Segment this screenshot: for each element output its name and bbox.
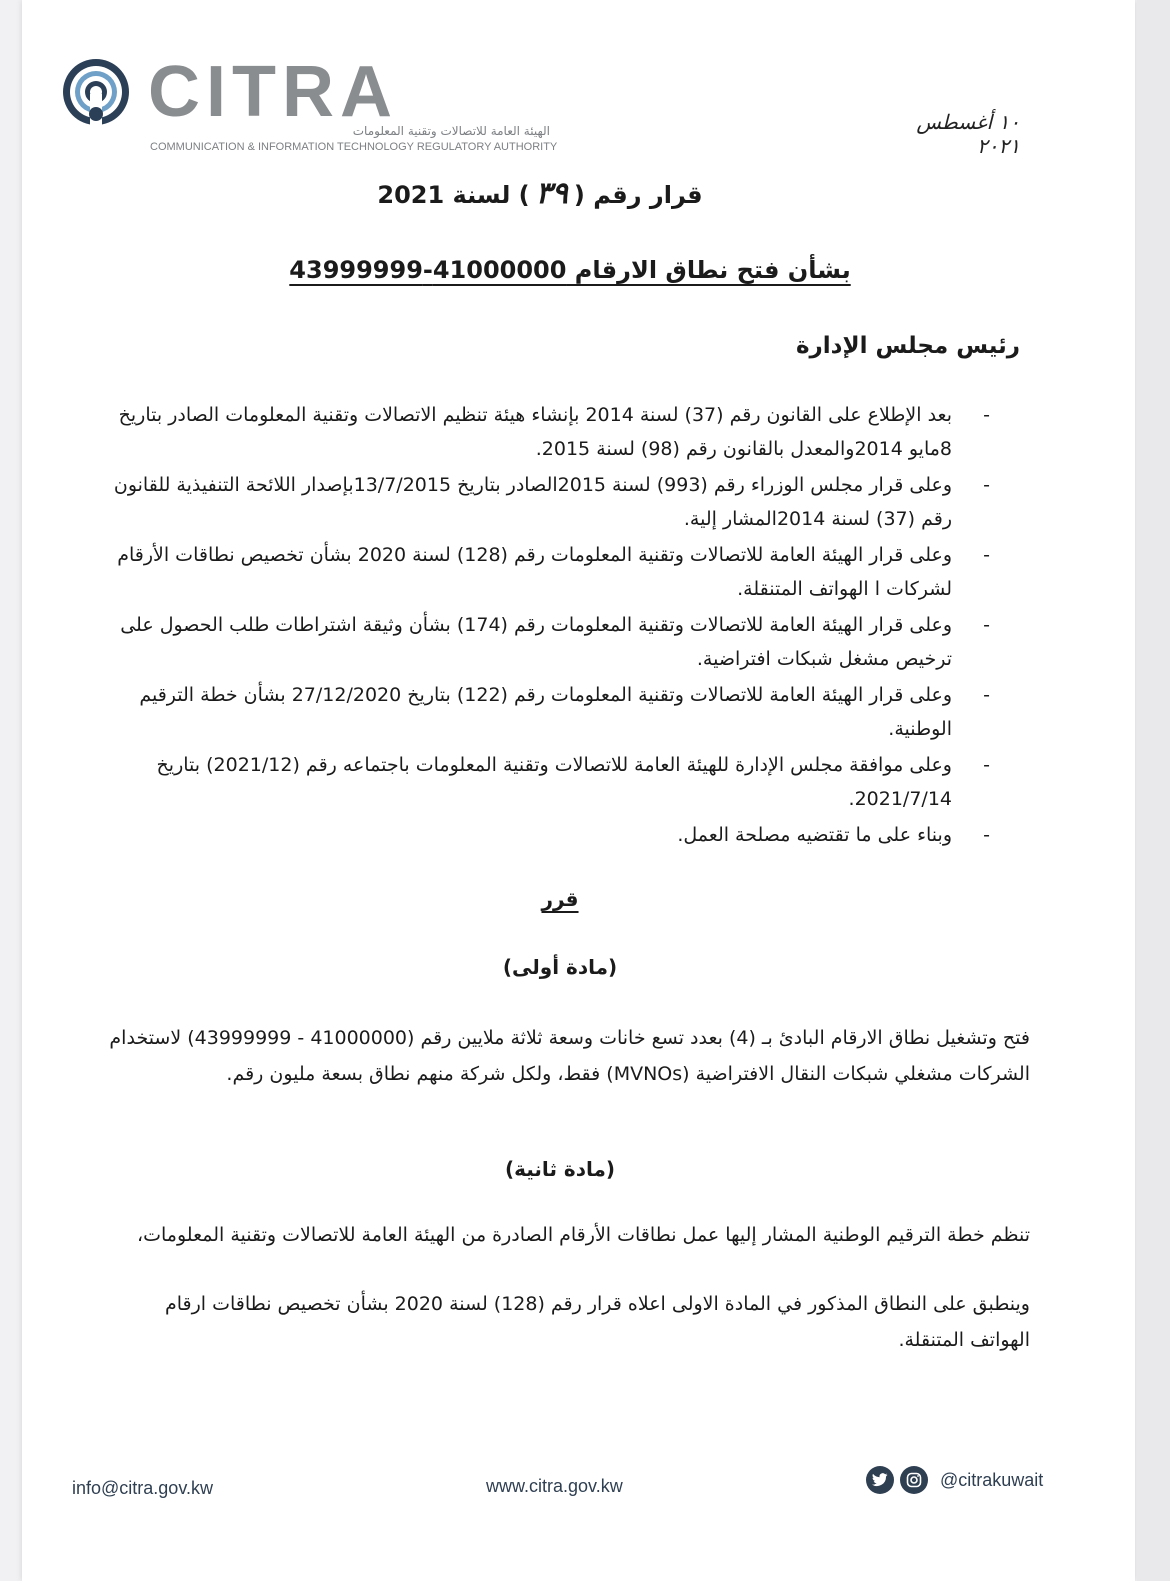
document-date: ١٠ أغسطس ٢٠٢١ bbox=[916, 110, 1020, 158]
decision-subject: بشأن فتح نطاق الارقام 41000000-43999999 bbox=[289, 256, 851, 284]
logo-arabic-name: الهيئة العامة للاتصالات وتقنية المعلومات bbox=[352, 124, 550, 138]
footer-email-link[interactable]: info@citra.gov.kw bbox=[72, 1478, 213, 1498]
decision-title bbox=[360, 176, 720, 211]
list-item: - بعد الإطلاع على القانون رقم (37) لسنة 2014 بإنشاء هيئة تنظيم الاتصالات وتقنية المعلومات الصادر بتاريخ 8مايو 2014والمعدل بالقانون رقم (98) لسنة 2015. bbox=[118, 404, 990, 460]
instagram-icon[interactable] bbox=[900, 1466, 928, 1494]
logo-wordmark: CITRA bbox=[148, 52, 398, 132]
footer-social bbox=[866, 1466, 1043, 1494]
logo-english-name: COMMUNICATION & INFORMATION TECHNOLOGY REGULATORY AUTHORITY bbox=[150, 141, 558, 153]
list-item: - وعلى قرار الهيئة العامة للاتصالات وتقنية المعلومات رقم (128) لسنة 2020 بشأن تخصيص نطاقات الأرقام لشركات ا الهواتف المتنقلة. bbox=[117, 544, 990, 600]
decision-title-suffix: ) لسنة 2021 bbox=[377, 181, 530, 209]
article-2-heading: (مادة ثانية) bbox=[504, 1157, 616, 1181]
decided-heading: قرر bbox=[541, 887, 579, 911]
chairman-heading: رئيس مجلس الإدارة bbox=[795, 333, 1020, 359]
decision-number: ٣٩ bbox=[535, 176, 568, 211]
list-item: - وعلى قرار مجلس الوزراء رقم (993) لسنة 2015الصادر بتاريخ 13/7/2015بإصدار اللائحة التنفيذية للقانون رقم (37) لسنة 2014المشار إلية. bbox=[113, 474, 990, 530]
twitter-icon[interactable] bbox=[866, 1466, 894, 1494]
article-1-heading: (مادة أولى) bbox=[502, 955, 618, 979]
social-handle[interactable]: @citrakuwait bbox=[940, 1469, 1044, 1490]
recitals-list bbox=[110, 398, 990, 854]
article-2-text-2: وينطبق على النطاق المذكور في المادة الاولى اعلاه قرار رقم (128) لسنة 2020 بشأن تخصيص نطاقات ارقام الهواتف المتنقلة. bbox=[164, 1293, 1030, 1351]
decision-title-prefix: قرار رقم ( bbox=[573, 181, 703, 209]
citra-logo-icon bbox=[60, 56, 132, 128]
list-item: - وعلى موافقة مجلس الإدارة للهيئة العامة للاتصالات وتقنية المعلومات باجتماعه رقم (2021/12) بتاريخ 2021/7/14. bbox=[156, 754, 990, 810]
list-item: - وبناء على ما تقتضيه مصلحة العمل. bbox=[677, 824, 990, 846]
list-item: - وعلى قرار الهيئة العامة للاتصالات وتقنية المعلومات رقم (174) بشأن وثيقة اشتراطات طلب الحصول على ترخيص مشغل شبكات افتراضية. bbox=[120, 614, 990, 670]
list-item: - وعلى قرار الهيئة العامة للاتصالات وتقنية المعلومات رقم (122) بتاريخ 27/12/2020 بشأن خطة الترقيم الوطنية. bbox=[139, 684, 990, 740]
article-2-text-1: تنظم خطة الترقيم الوطنية المشار إليها عمل نطاقات الأرقام الصادرة من الهيئة العامة للاتصالات وتقنية المعلومات، bbox=[136, 1224, 1030, 1246]
page-edge bbox=[1137, 0, 1170, 1581]
article-1-text: فتح وتشغيل نطاق الارقام البادئ بـ (4) بعدد تسع خانات وسعة ثلاثة ملايين رقم (41000000 - 43999999) لاستخدام الشركات مشغلي شبكات النقال الافتراضية (MVNOs) فقط، ولكل شركة منهم نطاق بسعة مليون رقم. bbox=[109, 1027, 1030, 1085]
footer-website-link[interactable]: www.citra.gov.kw bbox=[486, 1476, 623, 1496]
